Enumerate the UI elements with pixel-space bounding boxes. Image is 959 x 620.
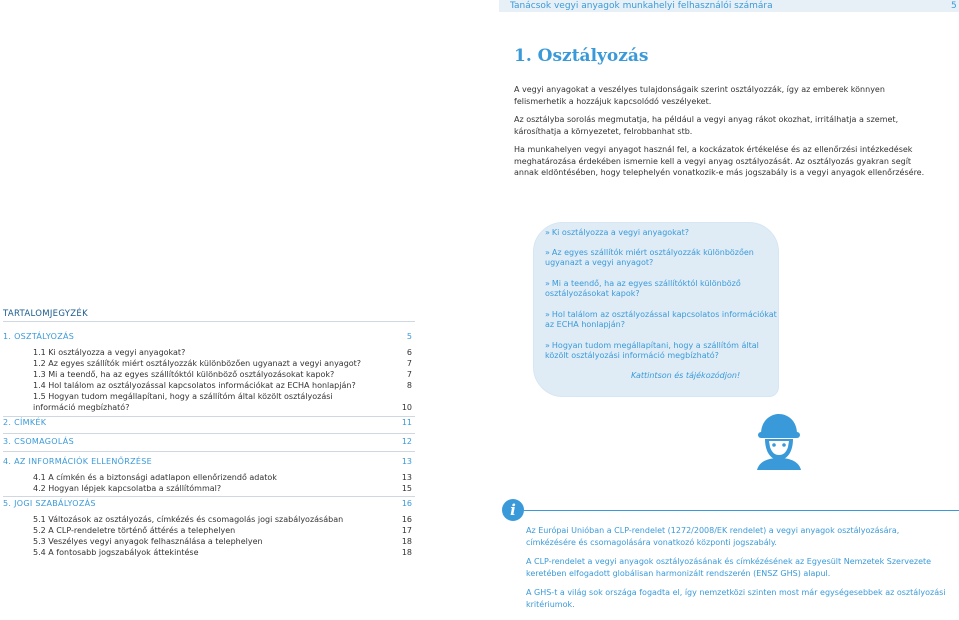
page-number: 5 <box>951 1 957 11</box>
toc-row[interactable]: 5. JOGI SZABÁLYOZÁS 16 <box>3 499 412 508</box>
section-title: 1. Osztályozás <box>514 46 649 66</box>
toc-row[interactable]: információ megbízható? 10 <box>33 403 412 412</box>
toc-row[interactable]: 5.4 A fontosabb jogszabályok áttekintése 18 <box>33 548 412 557</box>
info-paragraph-ghs-basis: A CLP-rendelet a vegyi anyagok osztályozásának és címkézésének az Egyesült Nemzetek Szervezete keretében elfogadott globálisan harmonizált rendszerén (ENSZ GHS) alapul. <box>526 557 932 578</box>
faq-link-who-classifies[interactable]: » Ki osztályozza a vegyi anyagokat? <box>545 228 689 237</box>
info-icon: i <box>502 499 524 521</box>
faq-link-different-classification[interactable]: » Az egyes szállítók miért osztályozzák különbözően ugyanazt a vegyi anyagot? <box>545 248 754 267</box>
info-paragraph-ghs-adoption: A GHS-t a világ sok országa fogadta el, így nemzetközi szinten most már egységesebbek az osztályozási kritériumok. <box>526 588 946 609</box>
toc-row[interactable]: 5.2 A CLP-rendeletre történő áttérés a telephelyen 17 <box>33 526 412 535</box>
chevron-right-icon: » <box>545 341 550 350</box>
toc-row[interactable]: 1.5 Hogyan tudom megállapítani, hogy a szállítóm által közölt osztályozási <box>33 392 333 401</box>
toc-row[interactable]: 5.1 Változások az osztályozás, címkézés és csomagolás jogi szabályozásában 16 <box>33 515 412 524</box>
toc-divider <box>3 321 415 322</box>
toc-row[interactable]: 1.3 Mi a teendő, ha az egyes szállítóktól különböző osztályozásokat kapok? 7 <box>33 370 412 379</box>
toc-row[interactable]: 4. AZ INFORMÁCIÓK ELLENŐRZÉSE 13 <box>3 457 412 466</box>
info-paragraph-clp: Az Európai Unióban a CLP-rendelet (1272/2008/EK rendelet) a vegyi anyagok osztályozására, címkézésére és csomagolására vonatkozó központi jogszabály. <box>526 526 900 547</box>
toc-divider <box>3 496 415 497</box>
toc-row[interactable]: 2. CÍMKÉK 11 <box>3 418 412 427</box>
faq-link-reliable-info[interactable]: » Hogyan tudom megállapítani, hogy a szállítóm által közölt osztályozási információ megbízható? <box>545 341 759 360</box>
toc-row[interactable]: 1. OSZTÁLYOZÁS 5 <box>3 332 412 341</box>
toc-row[interactable]: 1.4 Hol találom az osztályozással kapcsolatos információkat az ECHA honlapján? 8 <box>33 381 412 390</box>
toc-row[interactable]: 5.3 Veszélyes vegyi anyagok felhasználása a telephelyen 18 <box>33 537 412 546</box>
toc-row[interactable]: 1.2 Az egyes szállítók miért osztályozzák különbözően ugyanazt a vegyi anyagot? 7 <box>33 359 412 368</box>
chevron-right-icon: » <box>545 279 550 288</box>
toc-heading: TARTALOMJEGYZÉK <box>3 309 88 319</box>
toc-divider <box>3 451 415 452</box>
toc-divider <box>3 433 415 434</box>
chevron-right-icon: » <box>545 310 550 319</box>
info-divider <box>524 510 959 511</box>
toc-row[interactable]: 4.1 A címkén és a biztonsági adatlapon ellenőrizendő adatok 13 <box>33 473 412 482</box>
toc-divider <box>3 416 415 417</box>
chevron-right-icon: » <box>545 228 550 237</box>
document-title: Tanácsok vegyi anyagok munkahelyi felhasználói számára <box>510 1 773 11</box>
toc-row[interactable]: 1.1 Ki osztályozza a vegyi anyagokat? 6 <box>33 348 412 357</box>
classification-paragraph: Az osztályba sorolás megmutatja, ha például a vegyi anyag rákot okozhat, irritálhatja a szemet, károsíthatja a környezetet, felrobbanhat stb. <box>514 115 899 136</box>
bubble-call-to-action[interactable]: Kattintson és tájékozódjon! <box>631 371 741 380</box>
faq-link-echa-website[interactable]: » Hol találom az osztályozással kapcsolatos információkat az ECHA honlapján? <box>545 310 777 329</box>
worker-avatar-icon <box>755 412 803 470</box>
toc-row[interactable]: 4.2 Hogyan lépjek kapcsolatba a szállítómmal? 15 <box>33 484 412 493</box>
chevron-right-icon: » <box>545 248 550 257</box>
intro-paragraph: A vegyi anyagokat a veszélyes tulajdonságaik szerint osztályozzák, így az emberek könnyen felismerhetik a hozzájuk kapcsolódó veszélyeket. <box>514 85 885 106</box>
workplace-paragraph: Ha munkahelyen vegyi anyagot használ fel, a kockázatok értékelése és az ellenőrzési intézkedések meghatározása érdekében ismernie kell a vegyi anyag osztályozását. Az osztályozás gyakran segít annak eldöntésében, hogy telephelyén vonatkozik-e más jogszabály is a vegyi anyagok ellenőrzésére. <box>514 145 925 177</box>
faq-link-what-to-do[interactable]: » Mi a teendő, ha az egyes szállítóktól különböző osztályozásokat kapok? <box>545 279 741 298</box>
toc-row[interactable]: 3. CSOMAGOLÁS 12 <box>3 437 412 446</box>
